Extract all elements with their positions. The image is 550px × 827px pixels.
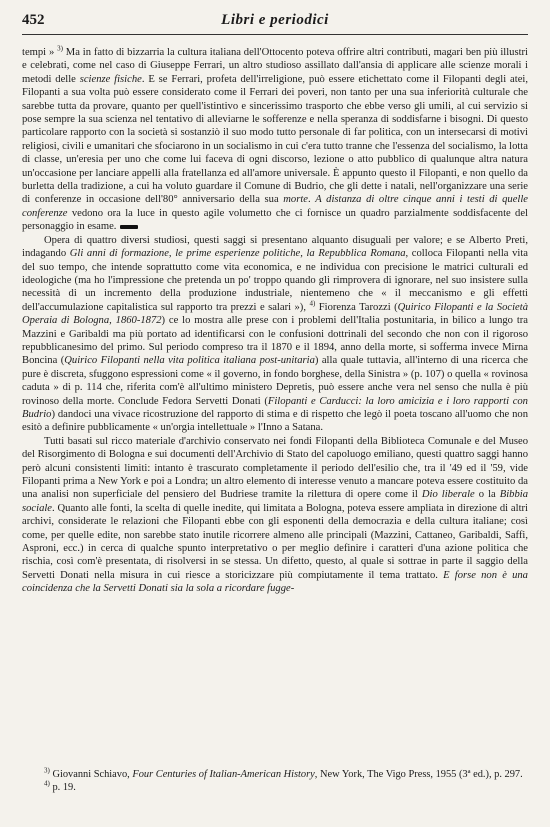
italic-text: E forse non è una coincidenza che la Servetti Donati sia la sola a ricordare fugge- <box>22 569 528 595</box>
text-run: . Quanto alle fonti, la scelta di quelle inedite, qui limitata a Bologna, poteva essere ampliata in direzione di altri archivi, considerate le relazioni che Filopanti ebbe con gli esponenti della democrazia e della cultura italiane; così come, per quelle edite, non sarebbe stato inutile ricorrere almeno alle principali (Mazzini, Cattaneo, Garibaldi, Saffi, Asproni, ecc.) in cerca di qualche spunto interpretativo o per meglio definire i caratteri d'una azione politica che rischia, così com'è presentata, di risolversi in se stessa. Un difetto, questo, al quale si sottrae in parte il saggio della Servetti Donati nella misura in cui riesce a storicizzare più compiutamente il tema trattato. <box>22 502 528 581</box>
paragraph <box>22 435 528 596</box>
italic-text: morte <box>283 194 308 206</box>
italic-text: Filopanti e Carducci: la loro amicizia e i loro rapporti con Budrio <box>22 395 528 420</box>
italic-text: Four Centuries of Italian-American History <box>132 769 315 780</box>
paragraph <box>22 234 528 435</box>
italic-text: A distanza di oltre cinque anni i testi di quelle conferenze <box>22 194 528 219</box>
italic-text: Gli anni di formazione, le prime esperienze politiche, la Repubblica Romana <box>69 248 406 260</box>
ink-mark <box>120 225 138 229</box>
text-run: Fiorenza Tarozzi ( <box>315 301 398 313</box>
text-run: . E se Ferrari, profeta dell'irreligione, può essere etichettato come il Filopanti degli atei, Filopanti a sua volta può essere considerato come il Ferrari dei poveri, non tanto per una sua inferiorità culturale che sarebbe tutta da provare, quanto per quell'istintivo e sincerissimo trasporto che ebbe verso gli umili, al cui servizio si pose sempre la sua scienza nel tentativo di alleviarne le sofferenze e nella speranza di soddisfarne i bisogni. Di questo particolare rapporto con la società si sostanziò il suo modo tutto personale di far politica, con un intersecarsi di motivi religiosi, civili e umanitari che sfociarono in un socialismo in cui c'era tutto tranne che l'essenza del socialismo, la lotta di classe, un'eresia per uno che come lui faceva di ogni discorso, lezione o atto pubblico di qualunque altra natura un'occasione per lanciare appelli alla fratellanza ed all'amore universale. È appunto questo il Filopanti, e non quello da burletta della tradizione, a cui ha voluto guardare il Comune di Budrio, che gli dette i natali, nell'organizzare una serie di conferenze in occasione dell'80° anniversario della sua <box>22 73 528 206</box>
text-run: Ma in fatto di bizzarria la cultura italiana dell'Ottocento poteva offrire altri contributi, magari ben più illustri e celebrati, come nel caso di Giuseppe Ferrari, un altro studioso assillato dall'ansia di applicare alle scienze morali i metodi delle <box>22 47 528 85</box>
text-run: ) ce lo mostra alle prese con i problemi dell'Italia postunitaria, in bilico a lungo tra Mazzini e Garibaldi ma più portato ad identificarsi con le confusioni dottrinali del secondo che non con il rigoroso repubblicanesimo del primo. Sul periodo compreso tra il 1870 e il 1894, anno della morte, si sofferma invece Mirna Boncina ( <box>22 315 528 367</box>
body-text <box>22 46 528 596</box>
text-run: . <box>308 194 316 206</box>
running-head: Libri e periodici <box>221 12 329 28</box>
text-run: vedono ora la luce in questo agile volumetto che ci fornisce un quadro parzialmente soddisfacente del personaggio in esame. <box>22 207 528 233</box>
page-header <box>22 10 528 35</box>
italic-text: Bibbia sociale <box>22 489 528 514</box>
footnote <box>22 781 528 794</box>
text-run: Opera di quattro diversi studiosi, questi saggi si presentano alquanto disuguali per valore; e se Alberto Preti, indagando <box>22 234 528 260</box>
italic-text: Quirico Filopanti e la Società Operaia di Bologna, 1860-1872 <box>22 301 528 327</box>
paragraph <box>22 46 528 234</box>
text-run: , colloca Filopanti nella vita del suo tempo, che intende soprattutto come vita economica, e ne individua con precisione le matrici culturali ed ideologiche (ma ho l'impressione che pretenda un po' troppo quando gli rimprovera di ignorare, nel suo insistere sulla necessità di un incremento della produzione industriale, nientemeno che « il meccanismo e gli effetti dell'accumulazione capitalistica sul rapporto tra prezzi e salari »), <box>22 248 528 313</box>
footnote-ref: 4) <box>309 299 316 308</box>
text-run: p. 19. <box>49 782 76 794</box>
text-run: Giovanni Schiavo, <box>49 769 133 780</box>
text-run: ) dandoci una vivace ricostruzione del rapporto di stima e di rispetto che legò il poeta toscano all'uomo che non esitò a definire pubblicamente « un'orgia intellettuale » l'Inno a Satana. <box>22 408 528 434</box>
text-run: ) alla quale tuttavia, all'interno di una ricerca che pure è discreta, sfuggono espressioni come « il governo, in fondo borghese, della Sinistra » (p. 107) o quella « rovinosa caduta » di p. 114 che, riferita com'è all'ultimo ministero Depretis, può essere anche vera nel senso che nulla è più rovinoso della morte. Conclude Fedora Servetti Donati ( <box>22 355 529 407</box>
text-run: o la <box>474 489 500 501</box>
footnote-ref: 4) <box>44 779 50 788</box>
text-run: , New York, The Vigo Press, 1955 (3ª ed.), p. 297. <box>314 769 523 780</box>
footnotes <box>22 768 528 795</box>
text-run: Tutti basati sul ricco materiale d'archivio conservato nei fondi Filopanti della Biblioteca Comunale e del Museo del Risorgimento di Bologna e sui documenti dell'Archivio di Stato del capoluogo emiliano, questi quattro saggi hanno però alcuni consistenti limiti: intanto è trascurato completamente il periodo dell'esilio che, tra il '49 ed il '59, vide Filopanti prima a New York e poi a Londra; un altro elemento di interesse venuto a mancare poteva essere costituito da una analisi non superficiale del pensiero del Budriese tramite la rilettura di opere come il <box>22 435 528 501</box>
page-number: 452 <box>22 12 45 28</box>
italic-text: Dio liberale <box>421 489 475 501</box>
text-run: tempi » <box>22 47 58 58</box>
footnote-ref: 3) <box>57 44 63 53</box>
italic-text: scienze fisiche <box>79 73 142 85</box>
italic-text: Quirico Filopanti nella vita politica italiana post-unitaria <box>64 355 315 367</box>
footnote <box>22 768 528 781</box>
footnote-ref: 3) <box>44 766 50 775</box>
